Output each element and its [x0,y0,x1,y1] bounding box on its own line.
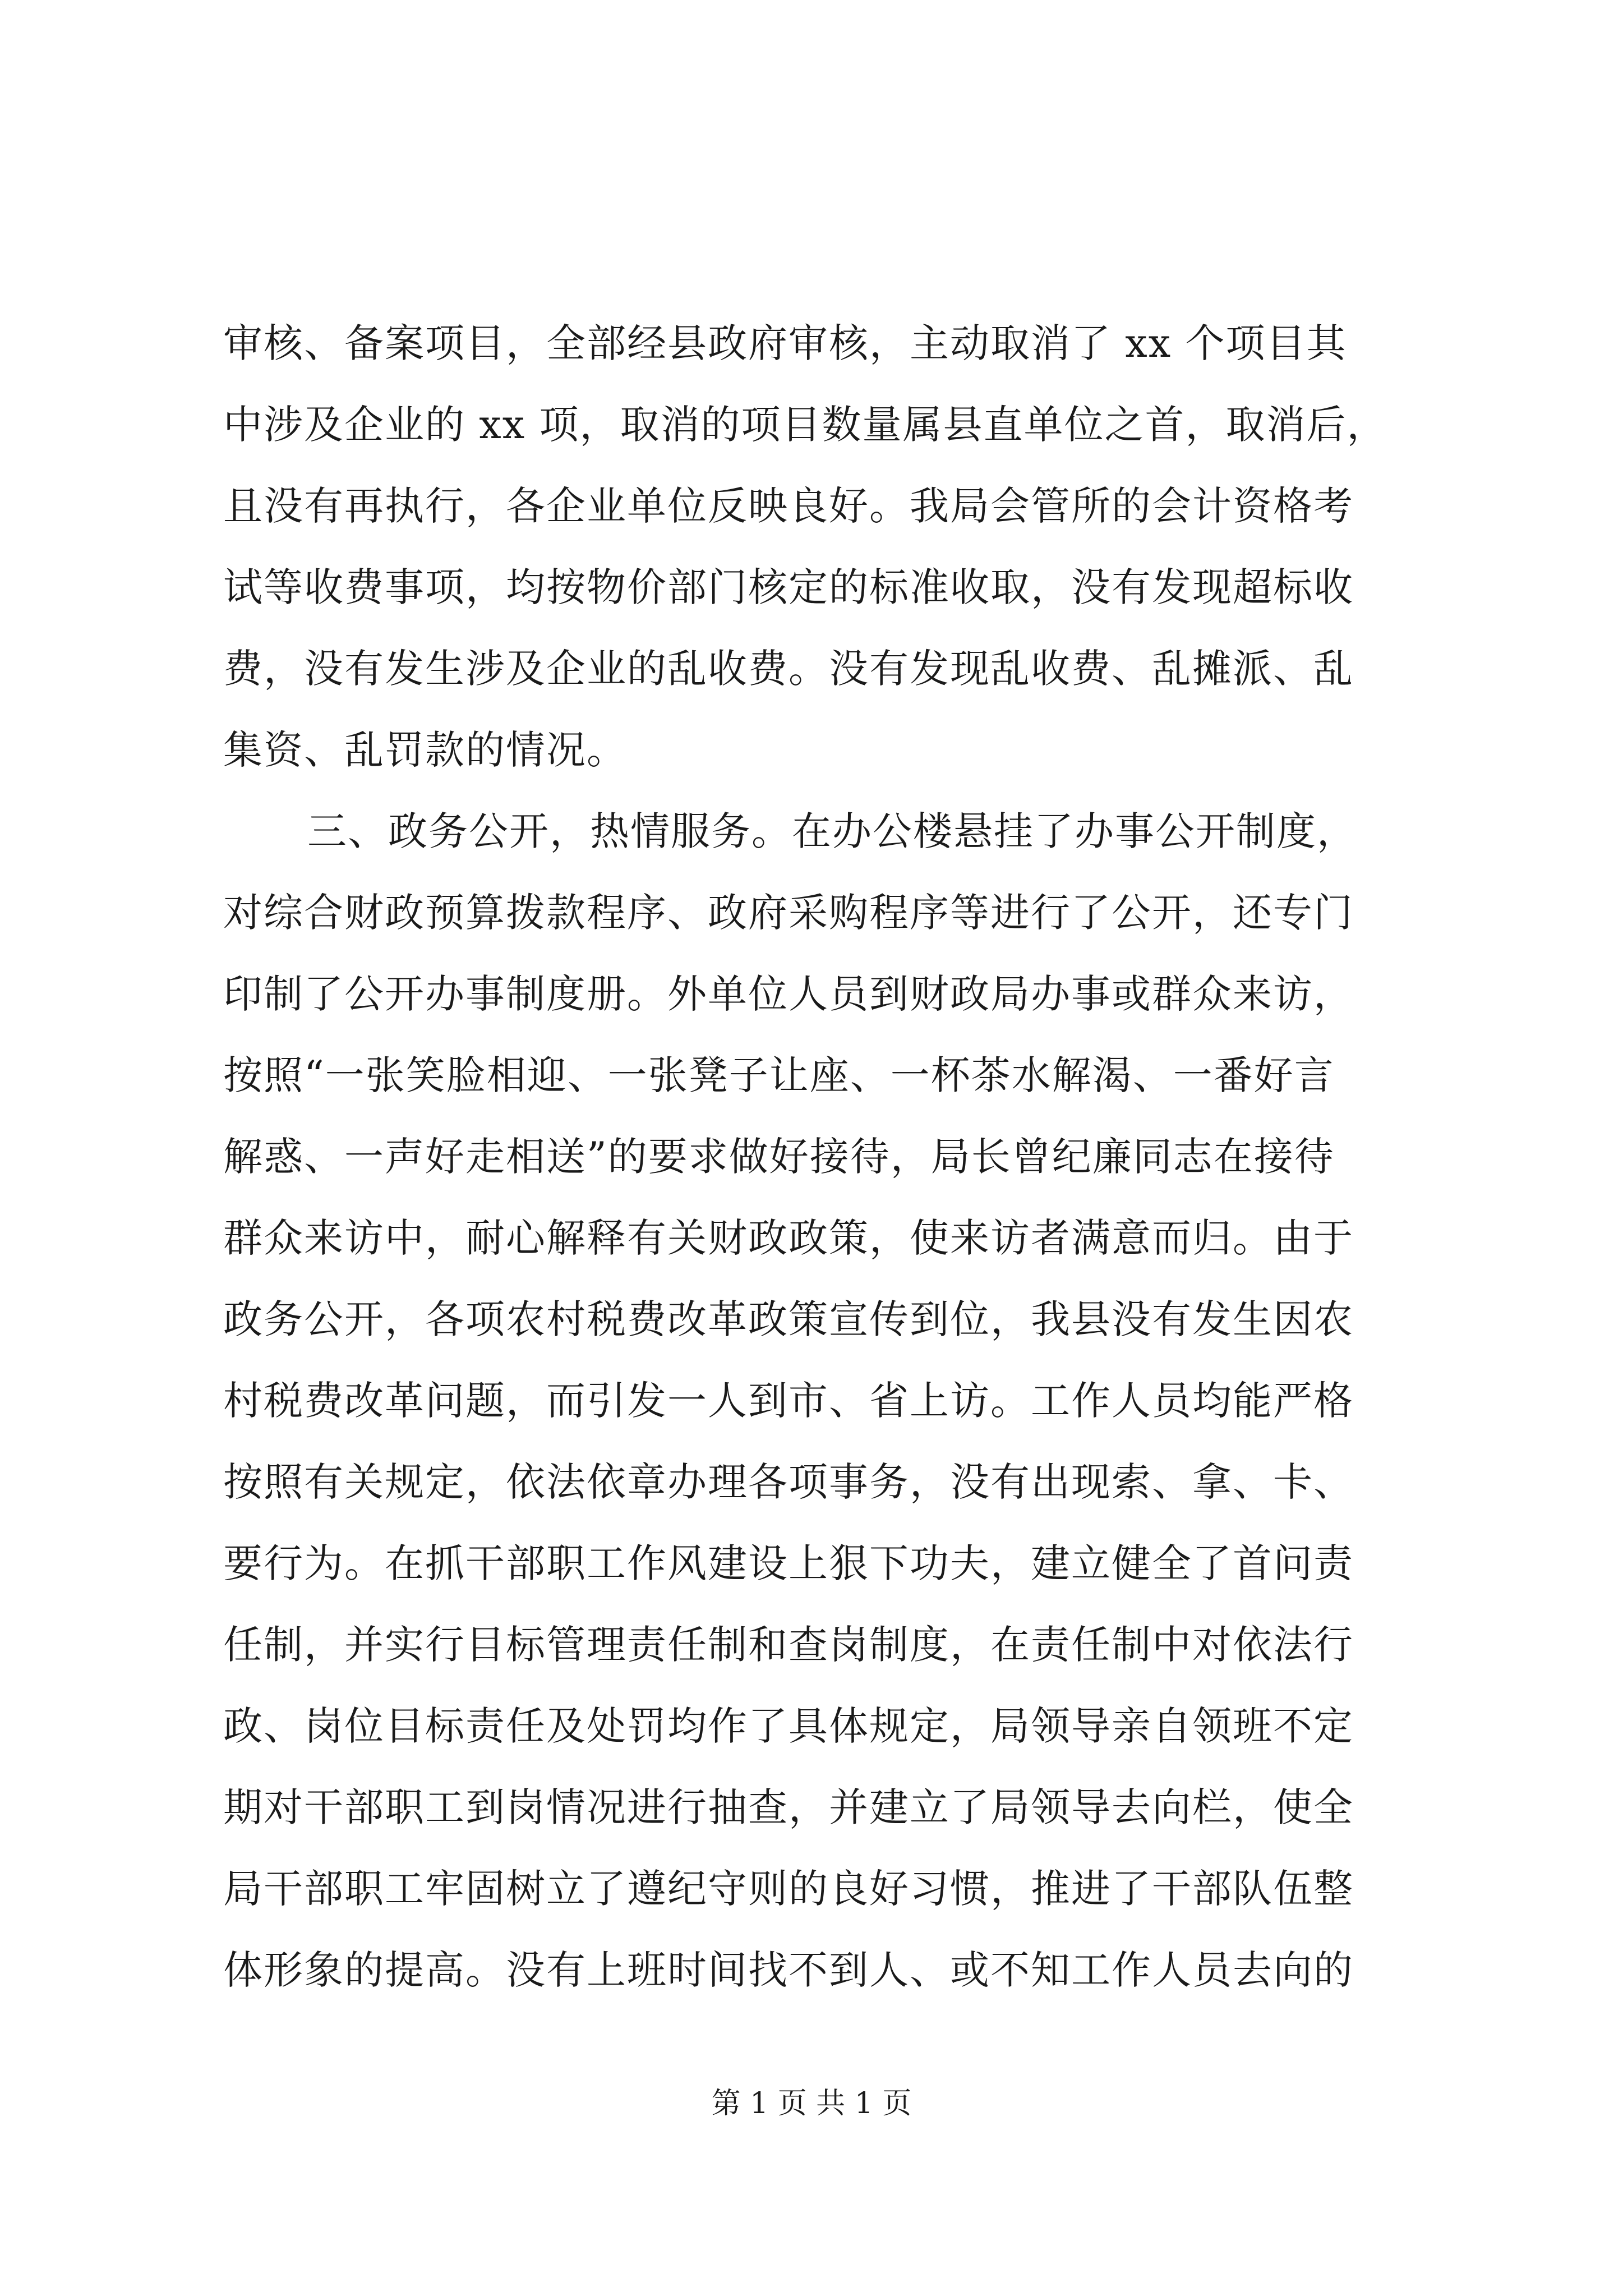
document-body [223,303,1443,2011]
paragraph-first-line: 三、政务公开，热情服务。在办公楼悬挂了办事公开制度， [307,808,1357,854]
text-line: 政务公开，各项农村税费改革政策宣传到位，我县没有发生因农 [223,1296,1354,1342]
text-line: 印制了公开办事制度册。外单位人员到财政局办事或群众来访， [223,971,1354,1017]
text-line: 要行为。在抓干部职工作风建设上狠下功夫，建立健全了首问责 [223,1540,1354,1586]
text-line: 按照有关规定，依法依章办理各项事务，没有出现索、拿、卡、 [223,1459,1354,1505]
text-line: 且没有再执行，各企业单位反映良好。我局会管所的会计资格考 [223,483,1354,529]
text-line: 群众来访中，耐心解释有关财政政策，使来访者满意而归。由于 [223,1215,1354,1261]
text-line: 体形象的提高。没有上班时间找不到人、或不知工作人员去向的 [223,1947,1354,1993]
text-line: 审核、备案项目，全部经县政府审核，主动取消了 xx 个项目其 [223,320,1347,366]
page-footer: 第 1 页 共 1 页 [711,2087,912,2120]
text-line: 试等收费事项，均按物价部门核定的标准收取，没有发现超标收 [223,564,1354,610]
text-line: 政、岗位目标责任及处罚均作了具体规定，局领导亲自领班不定 [223,1703,1354,1749]
text-line: 对综合财政预算拨款程序、政府采购程序等进行了公开，还专门 [223,890,1354,936]
text-line: 中涉及企业的 xx 项，取消的项目数量属县直单位之首，取消后， [223,402,1387,448]
text-line: 解惑、一声好走相送”的要求做好接待，局长曾纪廉同志在接待 [223,1134,1335,1180]
text-line: 村税费改革问题，而引发一人到市、省上访。工作人员均能严格 [223,1378,1354,1424]
text-line: 任制，并实行目标管理责任制和查岗制度，在责任制中对依法行 [223,1622,1354,1668]
text-line: 按照“一张笑脸相迎、一张凳子让座、一杯茶水解渴、一番好言 [223,1052,1335,1098]
text-line: 集资、乱罚款的情况。 [223,727,627,773]
text-line: 费，没有发生涉及企业的乱收费。没有发现乱收费、乱摊派、乱 [223,646,1354,692]
text-line: 期对干部职工到岗情况进行抽查，并建立了局领导去向栏，使全 [223,1784,1354,1830]
text-line: 局干部职工牢固树立了遵纪守则的良好习惯，推进了干部队伍整 [223,1866,1354,1912]
